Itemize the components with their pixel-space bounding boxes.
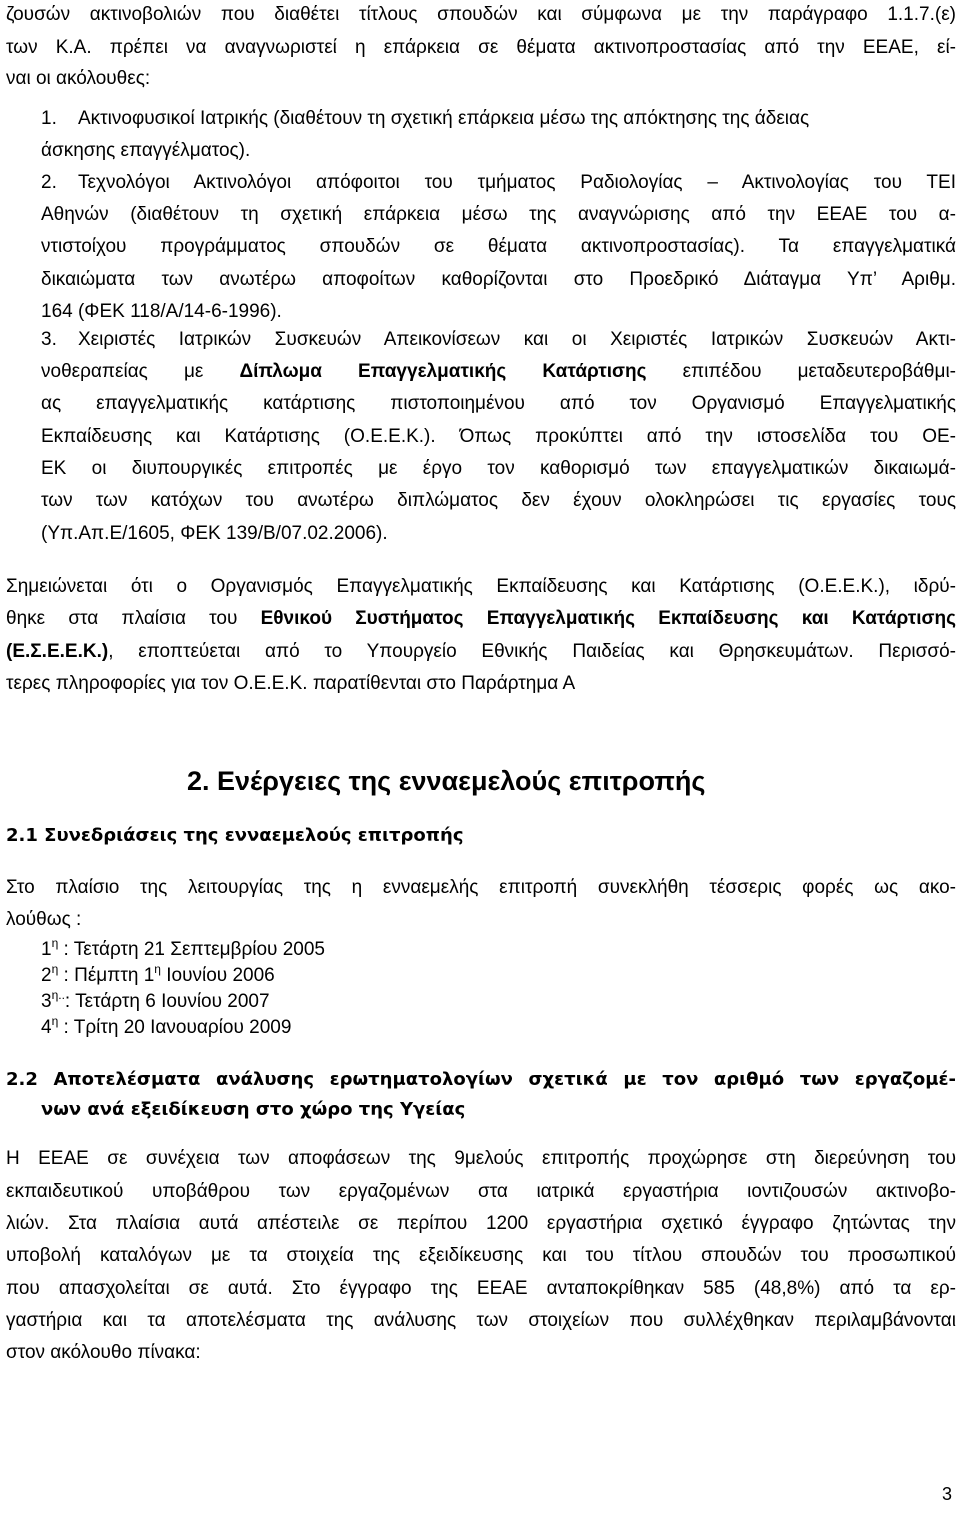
item2-line-1: Τεχνολόγοι Ακτινολόγοι απόφοιτοι του τμήματος Ραδιολογίας – Ακτινολογίας του ΤΕΙ (78, 172, 956, 193)
note-line-1: Σημειώνεται ότι ο Οργανισμός Επαγγελματικής Εκπαίδευσης και Κατάρτισης (Ο.Ε.Ε.Κ.), ιδρύ- (6, 576, 956, 597)
sub22-title-line-2: νων ανά εξειδίκευση στο χώρο της Υγείας (41, 1099, 466, 1120)
list-item (41, 1013, 641, 1043)
meeting-date-rest: Ιουνίου 2006 (160, 965, 275, 986)
esee-bold-text: (Ε.Σ.Ε.Ε.Κ.) (6, 641, 109, 662)
meeting-ordinal: η (51, 1014, 59, 1028)
item3-line-7: (Υπ.Απ.Ε/1605, ΦΕΚ 139/Β/07.02.2006). (41, 523, 388, 544)
meeting-date: : Τετάρτη 6 Ιουνίου 2007 (64, 991, 270, 1012)
meeting-date: : Τρίτη 20 Ιανουαρίου 2009 (58, 1017, 292, 1038)
subsection-2-1-title: 2.1 Συνεδριάσεις της ενναεμελούς επιτροπής (6, 825, 464, 846)
sub22-title-line-1: 2.2 Αποτελέσματα ανάλυσης ερωτηματολογίων σχετικά με τον αριθμό των εργαζομέ- (6, 1069, 956, 1090)
meeting-number: 1 (41, 939, 52, 960)
sub22-line-5: που απασχολείται σε αυτά. Στο έγγραφο της ΕΕΑΕ ανταποκρίθηκαν 585 (48,8%) από τα ερ- (6, 1278, 956, 1299)
note-line-3 (6, 637, 956, 667)
intro-line-2: των Κ.Α. πρέπει να αναγνωριστεί η επάρκεια σε θέματα ακτινοπροστασίας από την ΕΕΑΕ, εί- (6, 37, 956, 58)
list-number: 2. (41, 172, 57, 193)
item1-line-1: Ακτινοφυσικοί Ιατρικής (διαθέτουν τη σχετική επάρκεια μέσω της απόκτησης της άδειας (78, 108, 810, 129)
sub22-line-6: γαστήρια και τα αποτελέσματα της ανάλυσης των στοιχείων που συλλέχθηκαν περιλαμβάνονται (6, 1310, 956, 1331)
item2-line-3: ντιστοίχου προγράμματος σπουδών σε θέματα ακτινοπροστασίας). Τα επαγγελματικά (41, 236, 956, 257)
item2-line-5: 164 (ΦΕΚ 118/Α/14-6-1996). (41, 301, 282, 322)
sub22-line-1: Η ΕΕΑΕ σε συνέχεια των αποφάσεων της 9μελούς επιτροπής προχώρησε στη διερεύνηση του (6, 1148, 956, 1169)
page-number: 3 (942, 1484, 953, 1504)
sub21-line-2: λούθως : (6, 909, 82, 930)
note-line-3-post: , εποπτεύεται από το Υπουργείο Εθνικής Παιδείας και Θρησκευμάτων. Περισσό- (108, 641, 956, 662)
item3-line-1: Χειριστές Ιατρικών Συσκευών Απεικονίσεων και οι Χειριστές Ιατρικών Συσκευών Ακτι- (78, 329, 956, 350)
day-ordinal: η (154, 962, 161, 976)
list-number: 1. (41, 108, 57, 129)
item1-line-2: άσκησης επαγγέλματος). (41, 140, 251, 161)
intro-line-3: ναι οι ακόλουθες: (6, 68, 151, 89)
diploma-bold-text: Δίπλωμα Επαγγελματικής Κατάρτισης (239, 361, 647, 382)
section-heading: 2. Ενέργειες της ενναεμελούς επιτροπής (187, 766, 706, 796)
item3-line-2 (41, 357, 956, 387)
meeting-number: 4 (41, 1017, 52, 1038)
item2-line-4: δικαιώματα των ανωτέρω αποφοίτων καθορίζονται στο Προεδρικό Διάταγμα Υπ’ Αριθμ. (41, 269, 956, 290)
sub22-line-4: υποβολή καταλόγων με τα στοιχεία της εξειδίκευσης και του τίτλου σπουδών του προσωπικού (6, 1245, 956, 1266)
sub22-line-7: στον ακόλουθο πίνακα: (6, 1342, 201, 1363)
item3-line-2-post: επιπέδου μεταδευτεροβάθμι- (646, 361, 956, 382)
sub22-line-3: λιών. Στα πλαίσια αυτά απέστειλε σε περίπου 1200 εργαστήρια σχετικό έγγραφο ζητώντας την (6, 1213, 956, 1234)
item3-line-2-pre: νοθεραπείας με (41, 361, 240, 382)
meeting-ordinal: η (51, 936, 59, 950)
meeting-number: 2 (41, 965, 52, 986)
meeting-ordinal: η.. (51, 988, 65, 1002)
meeting-ordinal: η (51, 962, 59, 976)
meeting-number: 3 (41, 991, 52, 1012)
sub21-line-1: Στο πλαίσιο της λειτουργίας της η ενναεμελής επιτροπή συνεκλήθη τέσσερις φορές ως ακο- (6, 877, 956, 898)
list-number: 3. (41, 329, 57, 350)
meeting-date: : Πέμπτη 1 (58, 965, 155, 986)
intro-line-1: ζουσών ακτινοβολιών που διαθέτει τίτλους σπουδών και σύμφωνα με την παράγραφο 1.1.7.(ε) (6, 4, 956, 25)
item3-line-6: των των κατόχων του ανωτέρω διπλώματος δεν έχουν ολοκληρώσει τις εργασίες τους (41, 490, 956, 511)
sub22-line-2: εκπαιδευτικού υποβάθρου των εργαζομένων στα ιατρικά εργαστήρια ιοντιζουσών ακτινοβο- (6, 1181, 956, 1202)
item2-line-2: Αθηνών (διαθέτουν τη σχετική επάρκεια μέσω της αναγνώρισης από την ΕΕΑΕ του α- (41, 204, 956, 225)
item3-line-4: Εκπαίδευσης και Κατάρτισης (Ο.Ε.Ε.Κ.). Όπως προκύπτει από την ιστοσελίδα του ΟΕ- (41, 426, 956, 447)
note-line-2-pre: θηκε στα πλαίσια του (6, 608, 261, 629)
item3-line-5: ΕΚ οι διυπουργικές επιτροπές με έργο τον καθορισμό των επαγγελματικών δικαιωμά- (41, 458, 956, 479)
note-line-2 (6, 604, 956, 634)
national-system-bold-text: Εθνικού Συστήματος Επαγγελματικής Εκπαίδευσης και Κατάρτισης (260, 608, 956, 629)
item3-line-3: ας επαγγελματικής κατάρτισης πιστοποιημένου από τον Οργανισμό Επαγγελματικής (41, 393, 956, 414)
note-line-4: τερες πληροφορίες για τον Ο.Ε.Ε.Κ. παρατίθενται στο Παράρτημα Α (6, 673, 576, 694)
meeting-date: : Τετάρτη 21 Σεπτεμβρίου 2005 (58, 939, 325, 960)
